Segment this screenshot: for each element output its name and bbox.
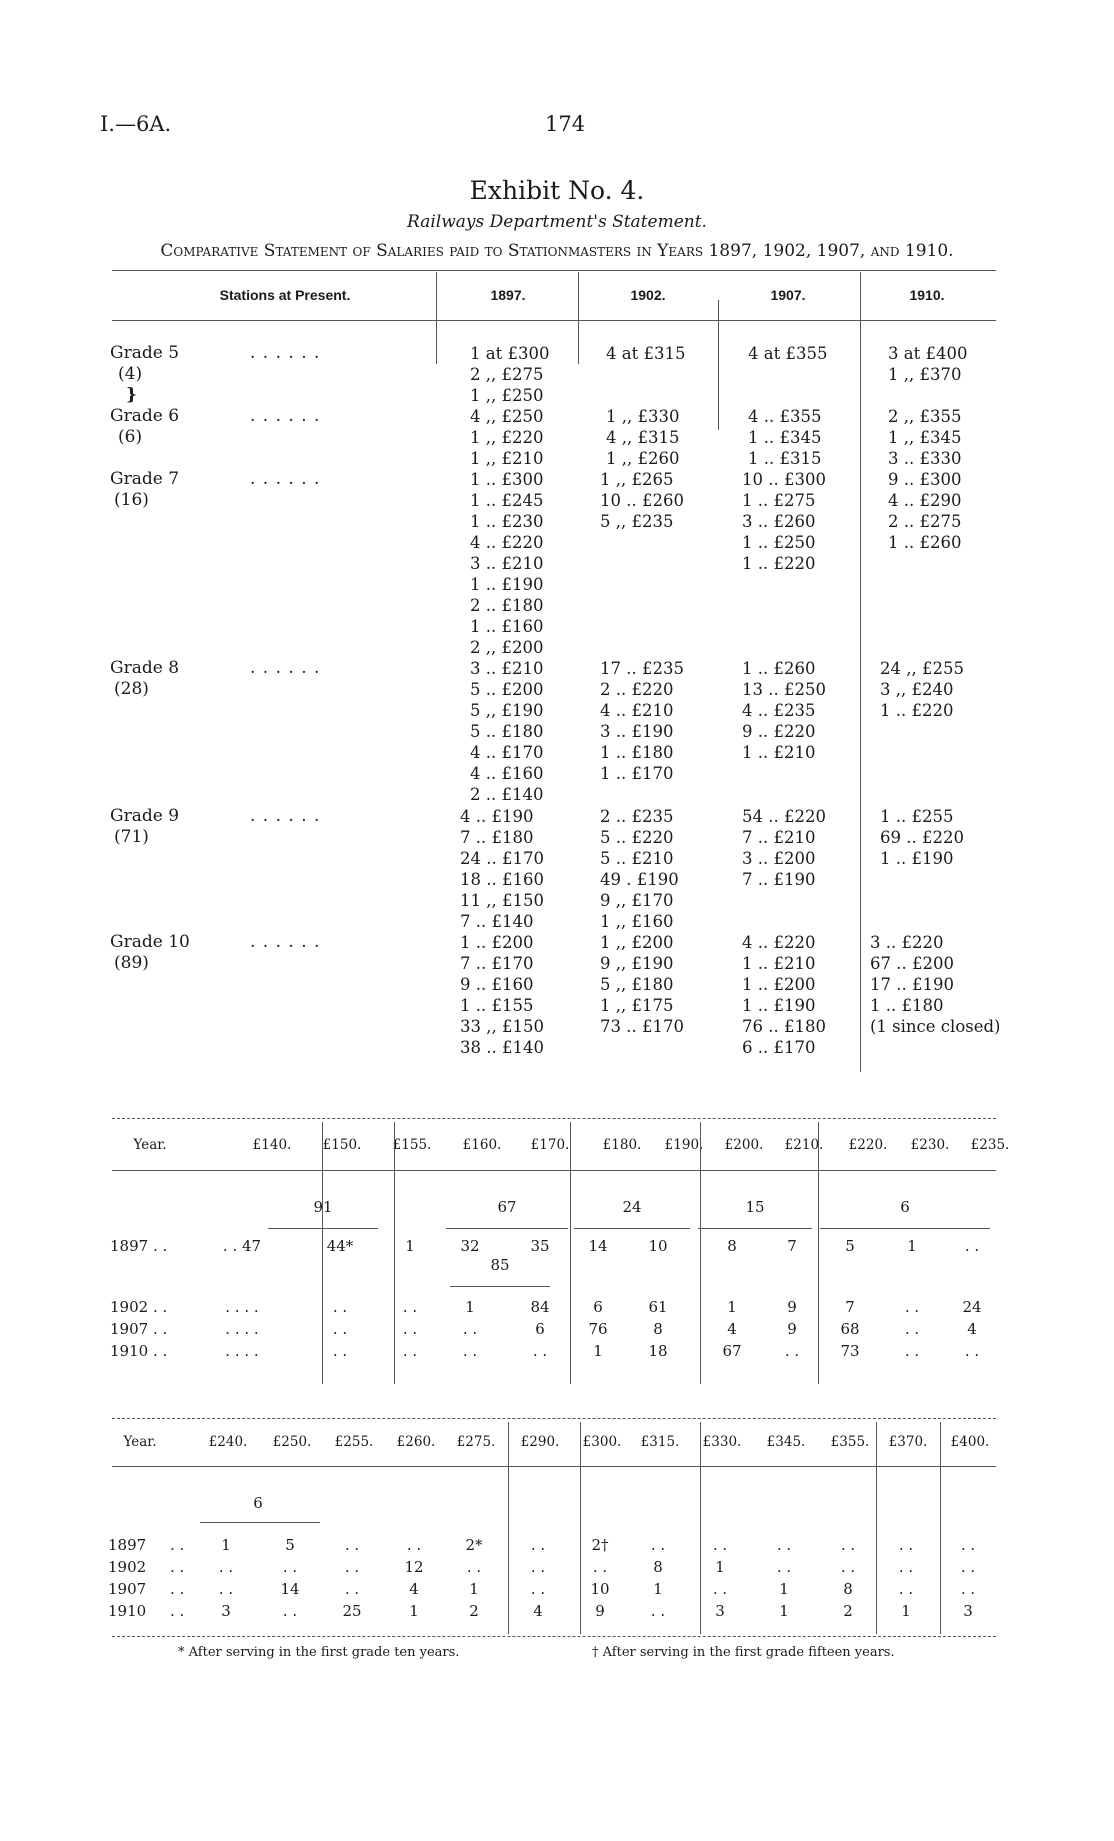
salary-entry: 1 .. £260 (742, 659, 816, 678)
table-cell: 2 (843, 1602, 853, 1620)
table3-column-header: £315. (640, 1434, 680, 1450)
grade-count: (89) (114, 953, 149, 973)
salary-entry: 7 .. £190 (742, 870, 816, 889)
leader-dots: . . (170, 1602, 185, 1620)
salary-entry: 5 .. £200 (470, 680, 544, 699)
table-cell: . . (462, 1320, 478, 1338)
subtotal-bracket (450, 1286, 550, 1287)
table2-column-header: £190. (664, 1137, 704, 1153)
salary-entry: 17 .. £190 (870, 975, 954, 994)
salary-entry: 10 .. £300 (742, 470, 826, 489)
grade-count: (71) (114, 827, 149, 847)
salary-entry: 38 .. £140 (460, 1038, 544, 1057)
table-cell: . . (960, 1558, 976, 1576)
grade-name: Grade 7 (110, 469, 180, 489)
salary-entry: 1 .. £230 (470, 512, 544, 531)
table-cell: 1 (907, 1237, 917, 1255)
table1-divider (436, 272, 437, 364)
table-cell: . . (344, 1536, 360, 1554)
document-reference: I.—6A. (100, 112, 172, 136)
table-cell: . . (960, 1580, 976, 1598)
table-cell: 67 (722, 1342, 742, 1360)
footnote-star: * After serving in the first grade ten years. (178, 1645, 460, 1660)
table-cell: . . (898, 1536, 914, 1554)
salary-entry: 1 ,, £220 (470, 428, 544, 447)
salary-entry: 11 ,, £150 (460, 891, 544, 910)
table2-column-header: £220. (848, 1137, 888, 1153)
table-cell: 61 (648, 1298, 668, 1316)
table-cell: . . (530, 1580, 546, 1598)
salary-entry: 1 .. £245 (470, 491, 544, 510)
salary-entry: 1 ,, £345 (888, 428, 962, 447)
salary-entry: 33 ,, £150 (460, 1017, 544, 1036)
grade-name: Grade 9 (110, 806, 180, 826)
table1-divider (578, 272, 579, 364)
table-cell: . . (776, 1558, 792, 1576)
salary-entry: 2 ,, £200 (470, 638, 544, 657)
salary-entry: 4 at £315 (606, 344, 686, 363)
table-cell: 1 (593, 1342, 603, 1360)
table-cell: 4 (727, 1320, 737, 1338)
table-cell: . . (332, 1320, 348, 1338)
salary-entry: 1 .. £345 (748, 428, 822, 447)
salary-entry: 18 .. £160 (460, 870, 544, 889)
table-cell: 3 (221, 1602, 231, 1620)
leader-dots: . . (170, 1580, 185, 1598)
salary-entry: 1 .. £210 (742, 743, 816, 762)
leader-dots: . . . . . . (250, 406, 321, 426)
salary-entry: 1 .. £200 (742, 975, 816, 994)
table-cell: . . (904, 1298, 920, 1316)
table-cell: . . (406, 1536, 422, 1554)
table-cell: . . 47 (222, 1237, 262, 1255)
group-total: 91 (313, 1198, 333, 1216)
salary-entry: 1 .. £260 (888, 533, 962, 552)
leader-dots: . . (170, 1536, 185, 1554)
row-year: 1910 . . (110, 1342, 168, 1360)
salary-entry: 2 ,, £275 (470, 365, 544, 384)
salary-entry: 4 .. £220 (742, 933, 816, 952)
grade-count: (6) (118, 427, 143, 447)
table2-column-header: £160. (462, 1137, 502, 1153)
table3-column-header: £355. (830, 1434, 870, 1450)
table3-column-header: £300. (582, 1434, 622, 1450)
table-cell: 4 (409, 1580, 419, 1598)
salary-entry: 10 .. £260 (600, 491, 684, 510)
table-cell: 1 (901, 1602, 911, 1620)
salary-entry: 17 .. £235 (600, 659, 684, 678)
salary-entry: 49 . £190 (600, 870, 679, 889)
grade-name: Grade 5 (110, 343, 180, 363)
salary-entry: 69 .. £220 (880, 828, 964, 847)
salary-entry: 5 .. £210 (600, 849, 674, 868)
salary-entry: 3 .. £220 (870, 933, 944, 952)
salary-entry: 7 .. £170 (460, 954, 534, 973)
table-cell: 1 (405, 1237, 415, 1255)
salary-entry: 1 .. £190 (470, 575, 544, 594)
table3-column-header: £370. (888, 1434, 928, 1450)
salary-entry: 1 ,, £210 (470, 449, 544, 468)
salary-entry: 2 .. £180 (470, 596, 544, 615)
leader-dots: . . (170, 1558, 185, 1576)
table-cell: 1 (727, 1298, 737, 1316)
salary-entry: 1 .. £180 (870, 996, 944, 1015)
table-cell: . . (960, 1536, 976, 1554)
col-header-1907: 1907. (770, 287, 806, 303)
salary-entry: 3 .. £260 (742, 512, 816, 531)
salary-entry: 24 ,, £255 (880, 659, 964, 678)
table3-column-header: £240. (208, 1434, 248, 1450)
table-cell: . . . . (225, 1320, 259, 1338)
salary-entry: 7 .. £140 (460, 912, 534, 931)
salary-entry: (1 since closed) (870, 1017, 1001, 1036)
table-cell: 1 (221, 1536, 231, 1554)
col-header-stations: Stations at Present. (219, 287, 351, 303)
salary-entry: 7 .. £210 (742, 828, 816, 847)
salary-entry: 73 .. £170 (600, 1017, 684, 1036)
table2-column-header: £150. (322, 1137, 362, 1153)
table2-column-header: Year. (133, 1137, 167, 1153)
grade-name: Grade 10 (110, 932, 190, 952)
group-total: 6 (900, 1198, 910, 1216)
table-cell: 6 (535, 1320, 545, 1338)
table-cell: 9 (595, 1602, 605, 1620)
salary-entry: 76 .. £180 (742, 1017, 826, 1036)
table-cell: 84 (530, 1298, 550, 1316)
row-year: 1907 . . (110, 1320, 168, 1338)
salary-entry: 1 .. £315 (748, 449, 822, 468)
table-cell: 10 (590, 1580, 610, 1598)
table-cell: . . (282, 1602, 298, 1620)
table-cell: 76 (588, 1320, 608, 1338)
col-header-1902: 1902. (630, 287, 666, 303)
table2-column-header: £155. (392, 1137, 432, 1153)
row-year: 1910 (108, 1602, 147, 1620)
salary-entry: 2 .. £220 (600, 680, 674, 699)
table-cell: . . (282, 1558, 298, 1576)
salary-entry: 3 .. £200 (742, 849, 816, 868)
salary-entry: 9 .. £220 (742, 722, 816, 741)
table-cell: 6 (593, 1298, 603, 1316)
table2-header-rule (112, 1170, 996, 1171)
leader-dots: . . . . . . (250, 658, 321, 678)
group-bracket (268, 1228, 378, 1229)
page-number: 174 (545, 112, 586, 136)
row-year: 1897 . . (110, 1237, 168, 1255)
salary-entry: 2 .. £275 (888, 512, 962, 531)
table-cell: . . (776, 1536, 792, 1554)
salary-entry: 4 .. £355 (748, 407, 822, 426)
table3-column-header: £250. (272, 1434, 312, 1450)
salary-entry: 3 .. £210 (470, 659, 544, 678)
salary-entry: 5 ,, £235 (600, 512, 674, 531)
salary-entry: 1 .. £200 (460, 933, 534, 952)
salary-entry: 67 .. £200 (870, 954, 954, 973)
salary-entry: 3 at £400 (888, 344, 968, 363)
table2-column-header: £140. (252, 1137, 292, 1153)
salary-entry: 4 ,, £250 (470, 407, 544, 426)
table-cell: 24 (962, 1298, 982, 1316)
table-cell: . . . . (225, 1342, 259, 1360)
salary-entry: 4 at £355 (748, 344, 828, 363)
table-cell: 5 (845, 1237, 855, 1255)
table-cell: . . (784, 1342, 800, 1360)
salary-entry: 1 ,, £250 (470, 386, 544, 405)
table2-top-rule (112, 1118, 996, 1119)
salary-entry: 1 .. £220 (742, 554, 816, 573)
table-cell: . . (532, 1342, 548, 1360)
table-cell: 3 (963, 1602, 973, 1620)
table-cell: 12 (404, 1558, 424, 1576)
table3-bottom-rule (112, 1636, 996, 1637)
brace-mark: } (126, 385, 137, 405)
leader-dots: . . . . . . (250, 469, 321, 489)
salary-entry: 24 .. £170 (460, 849, 544, 868)
table-cell: . . (344, 1580, 360, 1598)
col-header-1910: 1910. (909, 287, 945, 303)
table-cell: . . (332, 1298, 348, 1316)
salary-entry: 5 .. £220 (600, 828, 674, 847)
salary-entry: 9 ,, £190 (600, 954, 674, 973)
table-cell: 44* (326, 1237, 354, 1255)
salary-entry: 1 .. £255 (880, 807, 954, 826)
salary-entry: 1 .. £300 (470, 470, 544, 489)
table-cell: . . (462, 1342, 478, 1360)
table-cell: 5 (285, 1536, 295, 1554)
salary-entry: 1 ,, £330 (606, 407, 680, 426)
grade-name: Grade 8 (110, 658, 180, 678)
table-cell: 68 (840, 1320, 860, 1338)
table-cell: 9 (787, 1298, 797, 1316)
table-cell: . . (964, 1237, 980, 1255)
salary-entry: 2 .. £140 (470, 785, 544, 804)
table-cell: 9 (787, 1320, 797, 1338)
salary-entry: 1 ,, £265 (600, 470, 674, 489)
salary-entry: 7 .. £180 (460, 828, 534, 847)
salary-entry: 1 ,, £260 (606, 449, 680, 468)
table-cell: 1 (715, 1558, 725, 1576)
table2-column-header: £200. (724, 1137, 764, 1153)
salary-entry: 1 .. £180 (600, 743, 674, 762)
grade-count: (4) (118, 364, 143, 384)
group-total: 6 (253, 1494, 263, 1512)
table1-header-rule (112, 320, 996, 321)
table-cell: . . (402, 1342, 418, 1360)
salary-entry: 13 .. £250 (742, 680, 826, 699)
table-cell: 2† (591, 1536, 609, 1554)
table-cell: 8 (653, 1320, 663, 1338)
salary-entry: 1 ,, £175 (600, 996, 674, 1015)
salary-entry: 5 ,, £190 (470, 701, 544, 720)
table3-column-header: £260. (396, 1434, 436, 1450)
salary-entry: 4 ,, £315 (606, 428, 680, 447)
table-cell: . . (964, 1342, 980, 1360)
salary-entry: 1 .. £190 (880, 849, 954, 868)
salary-entry: 9 .. £160 (460, 975, 534, 994)
group-bracket (446, 1228, 568, 1229)
table-cell: 8 (653, 1558, 663, 1576)
table-cell: 1 (469, 1580, 479, 1598)
salary-entry: 3 .. £210 (470, 554, 544, 573)
table-cell: 25 (342, 1602, 362, 1620)
row-year: 1897 (108, 1536, 147, 1554)
table-cell: 32 (460, 1237, 480, 1255)
table-cell: . . (898, 1580, 914, 1598)
salary-entry: 9 ,, £170 (600, 891, 674, 910)
table-cell: 14 (588, 1237, 608, 1255)
table-cell: 3 (715, 1602, 725, 1620)
salary-entry: 1 .. £250 (742, 533, 816, 552)
table-cell: 8 (727, 1237, 737, 1255)
salary-entry: 1 at £300 (470, 344, 550, 363)
table3-column-header: £400. (950, 1434, 990, 1450)
group-bracket (698, 1228, 812, 1229)
table-cell: . . (402, 1298, 418, 1316)
table-cell: 2* (465, 1536, 483, 1554)
group-bracket (200, 1522, 320, 1523)
table-cell: . . (466, 1558, 482, 1576)
table-cell: 1 (465, 1298, 475, 1316)
group-bracket (820, 1228, 990, 1229)
table-cell: . . (840, 1558, 856, 1576)
table-cell: . . . . (225, 1298, 259, 1316)
table-cell: 2 (469, 1602, 479, 1620)
table1-divider (860, 272, 861, 1072)
grade-count: (28) (114, 679, 149, 699)
salary-entry: 2 .. £235 (600, 807, 674, 826)
row-year: 1907 (108, 1580, 147, 1598)
grade-count: (16) (114, 490, 149, 510)
subtotal-85: 85 (490, 1256, 510, 1274)
group-total: 24 (622, 1198, 642, 1216)
table-cell: 1 (779, 1580, 789, 1598)
table-cell: . . (898, 1558, 914, 1576)
table-cell: . . (904, 1342, 920, 1360)
salary-entry: 2 ,, £355 (888, 407, 962, 426)
salary-entry: 6 .. £170 (742, 1038, 816, 1057)
salary-entry: 1 ,, £370 (888, 365, 962, 384)
table-cell: . . (650, 1602, 666, 1620)
salary-entry: 1 ,, £160 (600, 912, 674, 931)
table-cell: . . (218, 1558, 234, 1576)
leader-dots: . . . . . . (250, 932, 321, 952)
table-cell: 7 (845, 1298, 855, 1316)
table-cell: 35 (530, 1237, 550, 1255)
row-year: 1902 (108, 1558, 147, 1576)
exhibit-title: Exhibit No. 4. (469, 176, 645, 205)
table-cell: 4 (967, 1320, 977, 1338)
table-cell: 1 (409, 1602, 419, 1620)
salary-entry: 3 .. £190 (600, 722, 674, 741)
table-cell: 73 (840, 1342, 860, 1360)
exhibit-subtitle: Railways Department's Statement. (407, 212, 707, 232)
table1-divider (718, 300, 719, 430)
salary-entry: 1 .. £220 (880, 701, 954, 720)
table2-divider (700, 1122, 701, 1384)
table-cell: . . (402, 1320, 418, 1338)
salary-entry: 54 .. £220 (742, 807, 826, 826)
salary-entry: 3 .. £330 (888, 449, 962, 468)
table3-header-rule (112, 1466, 996, 1467)
table-cell: . . (530, 1536, 546, 1554)
table-cell: 7 (787, 1237, 797, 1255)
salary-entry: 5 ,, £180 (600, 975, 674, 994)
table-cell: 4 (533, 1602, 543, 1620)
salary-entry: 4 .. £220 (470, 533, 544, 552)
group-bracket (574, 1228, 690, 1229)
salary-entry: 1 .. £170 (600, 764, 674, 783)
table-cell: 18 (648, 1342, 668, 1360)
salary-entry: 4 .. £210 (600, 701, 674, 720)
table-cell: . . (712, 1580, 728, 1598)
salary-entry: 5 .. £180 (470, 722, 544, 741)
row-year: 1902 . . (110, 1298, 168, 1316)
salary-entry: 1 .. £190 (742, 996, 816, 1015)
table1-top-rule (112, 270, 996, 271)
table-cell: 10 (648, 1237, 668, 1255)
table3-column-header: £290. (520, 1434, 560, 1450)
table3-column-header: £345. (766, 1434, 806, 1450)
table-cell: . . (904, 1320, 920, 1338)
table3-column-header: £330. (702, 1434, 742, 1450)
statement-heading: Comparative Statement of Salaries paid to Stationmasters in Years 1897, 1902, 1907, and 1910. (160, 241, 954, 261)
group-total: 15 (745, 1198, 765, 1216)
salary-entry: 4 .. £290 (888, 491, 962, 510)
salary-entry: 4 .. £190 (460, 807, 534, 826)
table2-column-header: £170. (530, 1137, 570, 1153)
table-cell: 8 (843, 1580, 853, 1598)
table-cell: . . (712, 1536, 728, 1554)
leader-dots: . . . . . . (250, 806, 321, 826)
salary-entry: 4 .. £160 (470, 764, 544, 783)
grade-name: Grade 6 (110, 406, 180, 426)
col-header-1897: 1897. (490, 287, 526, 303)
table-cell: . . (530, 1558, 546, 1576)
table-cell: . . (332, 1342, 348, 1360)
salary-entry: 1 .. £155 (460, 996, 534, 1015)
salary-entry: 9 .. £300 (888, 470, 962, 489)
salary-entry: 4 .. £235 (742, 701, 816, 720)
footnote-dagger: † After serving in the first grade fifteen years. (592, 1645, 895, 1660)
group-total: 67 (497, 1198, 517, 1216)
table-cell: . . (344, 1558, 360, 1576)
salary-entry: 3 ,, £240 (880, 680, 954, 699)
salary-entry: 1 .. £160 (470, 617, 544, 636)
table-cell: . . (840, 1536, 856, 1554)
table3-top-rule (112, 1418, 996, 1419)
salary-entry: 1 .. £275 (742, 491, 816, 510)
leader-dots: . . . . . . (250, 343, 321, 363)
table-cell: . . (218, 1580, 234, 1598)
table2-column-header: £180. (602, 1137, 642, 1153)
salary-entry: 1 .. £210 (742, 954, 816, 973)
table-cell: 14 (280, 1580, 300, 1598)
table2-column-header: £230. (910, 1137, 950, 1153)
table3-column-header: £275. (456, 1434, 496, 1450)
table-cell: 1 (779, 1602, 789, 1620)
table-cell: 1 (653, 1580, 663, 1598)
salary-entry: 4 .. £170 (470, 743, 544, 762)
table-cell: . . (592, 1558, 608, 1576)
table2-column-header: £235. (970, 1137, 1010, 1153)
table3-column-header: £255. (334, 1434, 374, 1450)
salary-entry: 1 ,, £200 (600, 933, 674, 952)
table-cell: . . (650, 1536, 666, 1554)
table2-column-header: £210. (784, 1137, 824, 1153)
table3-column-header: Year. (123, 1434, 157, 1450)
